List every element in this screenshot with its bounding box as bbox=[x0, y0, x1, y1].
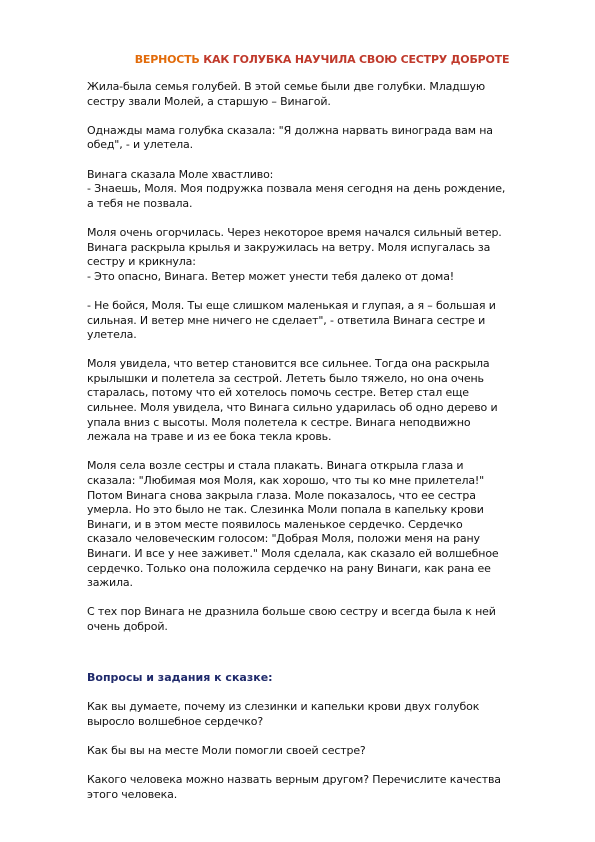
story-line: сказала: "Любимая моя Моля, как хорошо, что ты ко мне прилетела!" bbox=[87, 474, 485, 488]
story-paragraph bbox=[87, 124, 557, 153]
story-paragraph bbox=[87, 80, 557, 109]
story-line: Винаги. И все у нее заживет." Моля сделала, как сказало ей волшебное bbox=[87, 547, 499, 560]
story-line: зажила. bbox=[87, 576, 133, 590]
story-body bbox=[87, 80, 557, 635]
story-line: Потом Винага снова закрыла глаза. Моле показалось, что ее сестра bbox=[87, 488, 476, 502]
story-line: сильная. И ветер мне ничего не сделает", - ответила Винага сестре и bbox=[87, 313, 486, 327]
story-line: - Знаешь, Моля. Моя подружка позвала меня сегодня на день рождение, bbox=[87, 182, 506, 196]
story-line: - Не бойся, Моля. Ты еще слишком маленькая и глупая, а я – большая и bbox=[87, 298, 496, 312]
story-line: сильнее. Моля увидела, что Винага сильно ударилась об одно дерево и bbox=[87, 401, 498, 415]
story-line: Моля села возле сестры и стала плакать. Винага открыла глаза и bbox=[87, 459, 464, 473]
story-line: а тебя не позвала. bbox=[87, 196, 193, 210]
story-line: улетела. bbox=[87, 328, 137, 342]
story-line: сказало человеческим голосом: "Добрая Моля, положи меня на рану bbox=[87, 532, 480, 546]
question-paragraph bbox=[87, 773, 557, 802]
story-line: - Это опасно, Винага. Ветер может унести тебя далеко от дома! bbox=[87, 269, 455, 283]
story-line: сестру звали Молей, а старшую – Винагой. bbox=[87, 94, 331, 108]
story-paragraph bbox=[87, 357, 557, 445]
story-paragraph bbox=[87, 605, 557, 634]
title-main: КАК ГОЛУБКА НАУЧИЛА СВОЮ СЕСТРУ ДОБРОТЕ bbox=[203, 53, 510, 66]
story-line: обед", - и улетела. bbox=[87, 138, 193, 152]
story-title bbox=[87, 53, 557, 66]
question-line: этого человека. bbox=[87, 787, 178, 801]
question-line: Как вы думаете, почему из слезинки и капельки крови двух голубок bbox=[87, 700, 480, 714]
story-line: очень доброй. bbox=[87, 619, 168, 633]
questions-list bbox=[87, 700, 557, 802]
title-prefix: ВЕРНОСТЬ bbox=[134, 53, 200, 66]
question-line: Как бы вы на месте Моли помогли своей сестре? bbox=[87, 744, 366, 758]
story-paragraph bbox=[87, 299, 557, 343]
story-line: сестру и крикнула: bbox=[87, 255, 196, 269]
story-line: сердечко. Только она положила сердечко на рану Винаги, как рана ее bbox=[87, 561, 491, 575]
story-line: старалась, потому что ей хотелось помочь сестре. Ветер стал еще bbox=[87, 386, 469, 400]
story-paragraph bbox=[87, 226, 557, 284]
story-line: С тех пор Винага не дразнила больше свою сестру и всегда была к ней bbox=[87, 605, 496, 619]
story-line: Жила-была семья голубей. В этой семье были две голубки. Младшую bbox=[87, 80, 486, 93]
questions-heading: Вопросы и задания к сказке: bbox=[87, 671, 273, 685]
story-paragraph bbox=[87, 459, 557, 590]
story-line: крылышки и полетела за сестрой. Лететь было тяжело, но она очень bbox=[87, 371, 484, 385]
story-line: Винага раскрыла крылья и закружилась на ветру. Моля испугалась за bbox=[87, 240, 491, 254]
question-line: выросло волшебное сердечко? bbox=[87, 714, 264, 728]
question-paragraph bbox=[87, 744, 557, 759]
story-paragraph bbox=[87, 168, 557, 212]
question-paragraph bbox=[87, 700, 557, 729]
section-gap bbox=[87, 649, 557, 671]
question-line: Какого человека можно назвать верным другом? Перечислите качества bbox=[87, 773, 501, 787]
story-line: Моля очень огорчилась. Через некоторое время начался сильный ветер. bbox=[87, 225, 502, 239]
document-page bbox=[87, 53, 557, 817]
story-line: упала вниз с высоты. Моля полетела к сестре. Винага неподвижно bbox=[87, 415, 471, 429]
story-line: Моля увидела, что ветер становится все сильнее. Тогда она раскрыла bbox=[87, 357, 490, 371]
story-line: умерла. Но это было не так. Слезинка Моли попала в капельку крови bbox=[87, 503, 484, 517]
story-line: Винага сказала Моле хвастливо: bbox=[87, 167, 274, 181]
story-line: Винаги, и в этом месте появилось маленькое сердечко. Сердечко bbox=[87, 517, 463, 531]
story-line: Однажды мама голубка сказала: "Я должна нарвать винограда вам на bbox=[87, 123, 493, 137]
story-line: лежала на траве и из ее бока текла кровь. bbox=[87, 430, 332, 444]
